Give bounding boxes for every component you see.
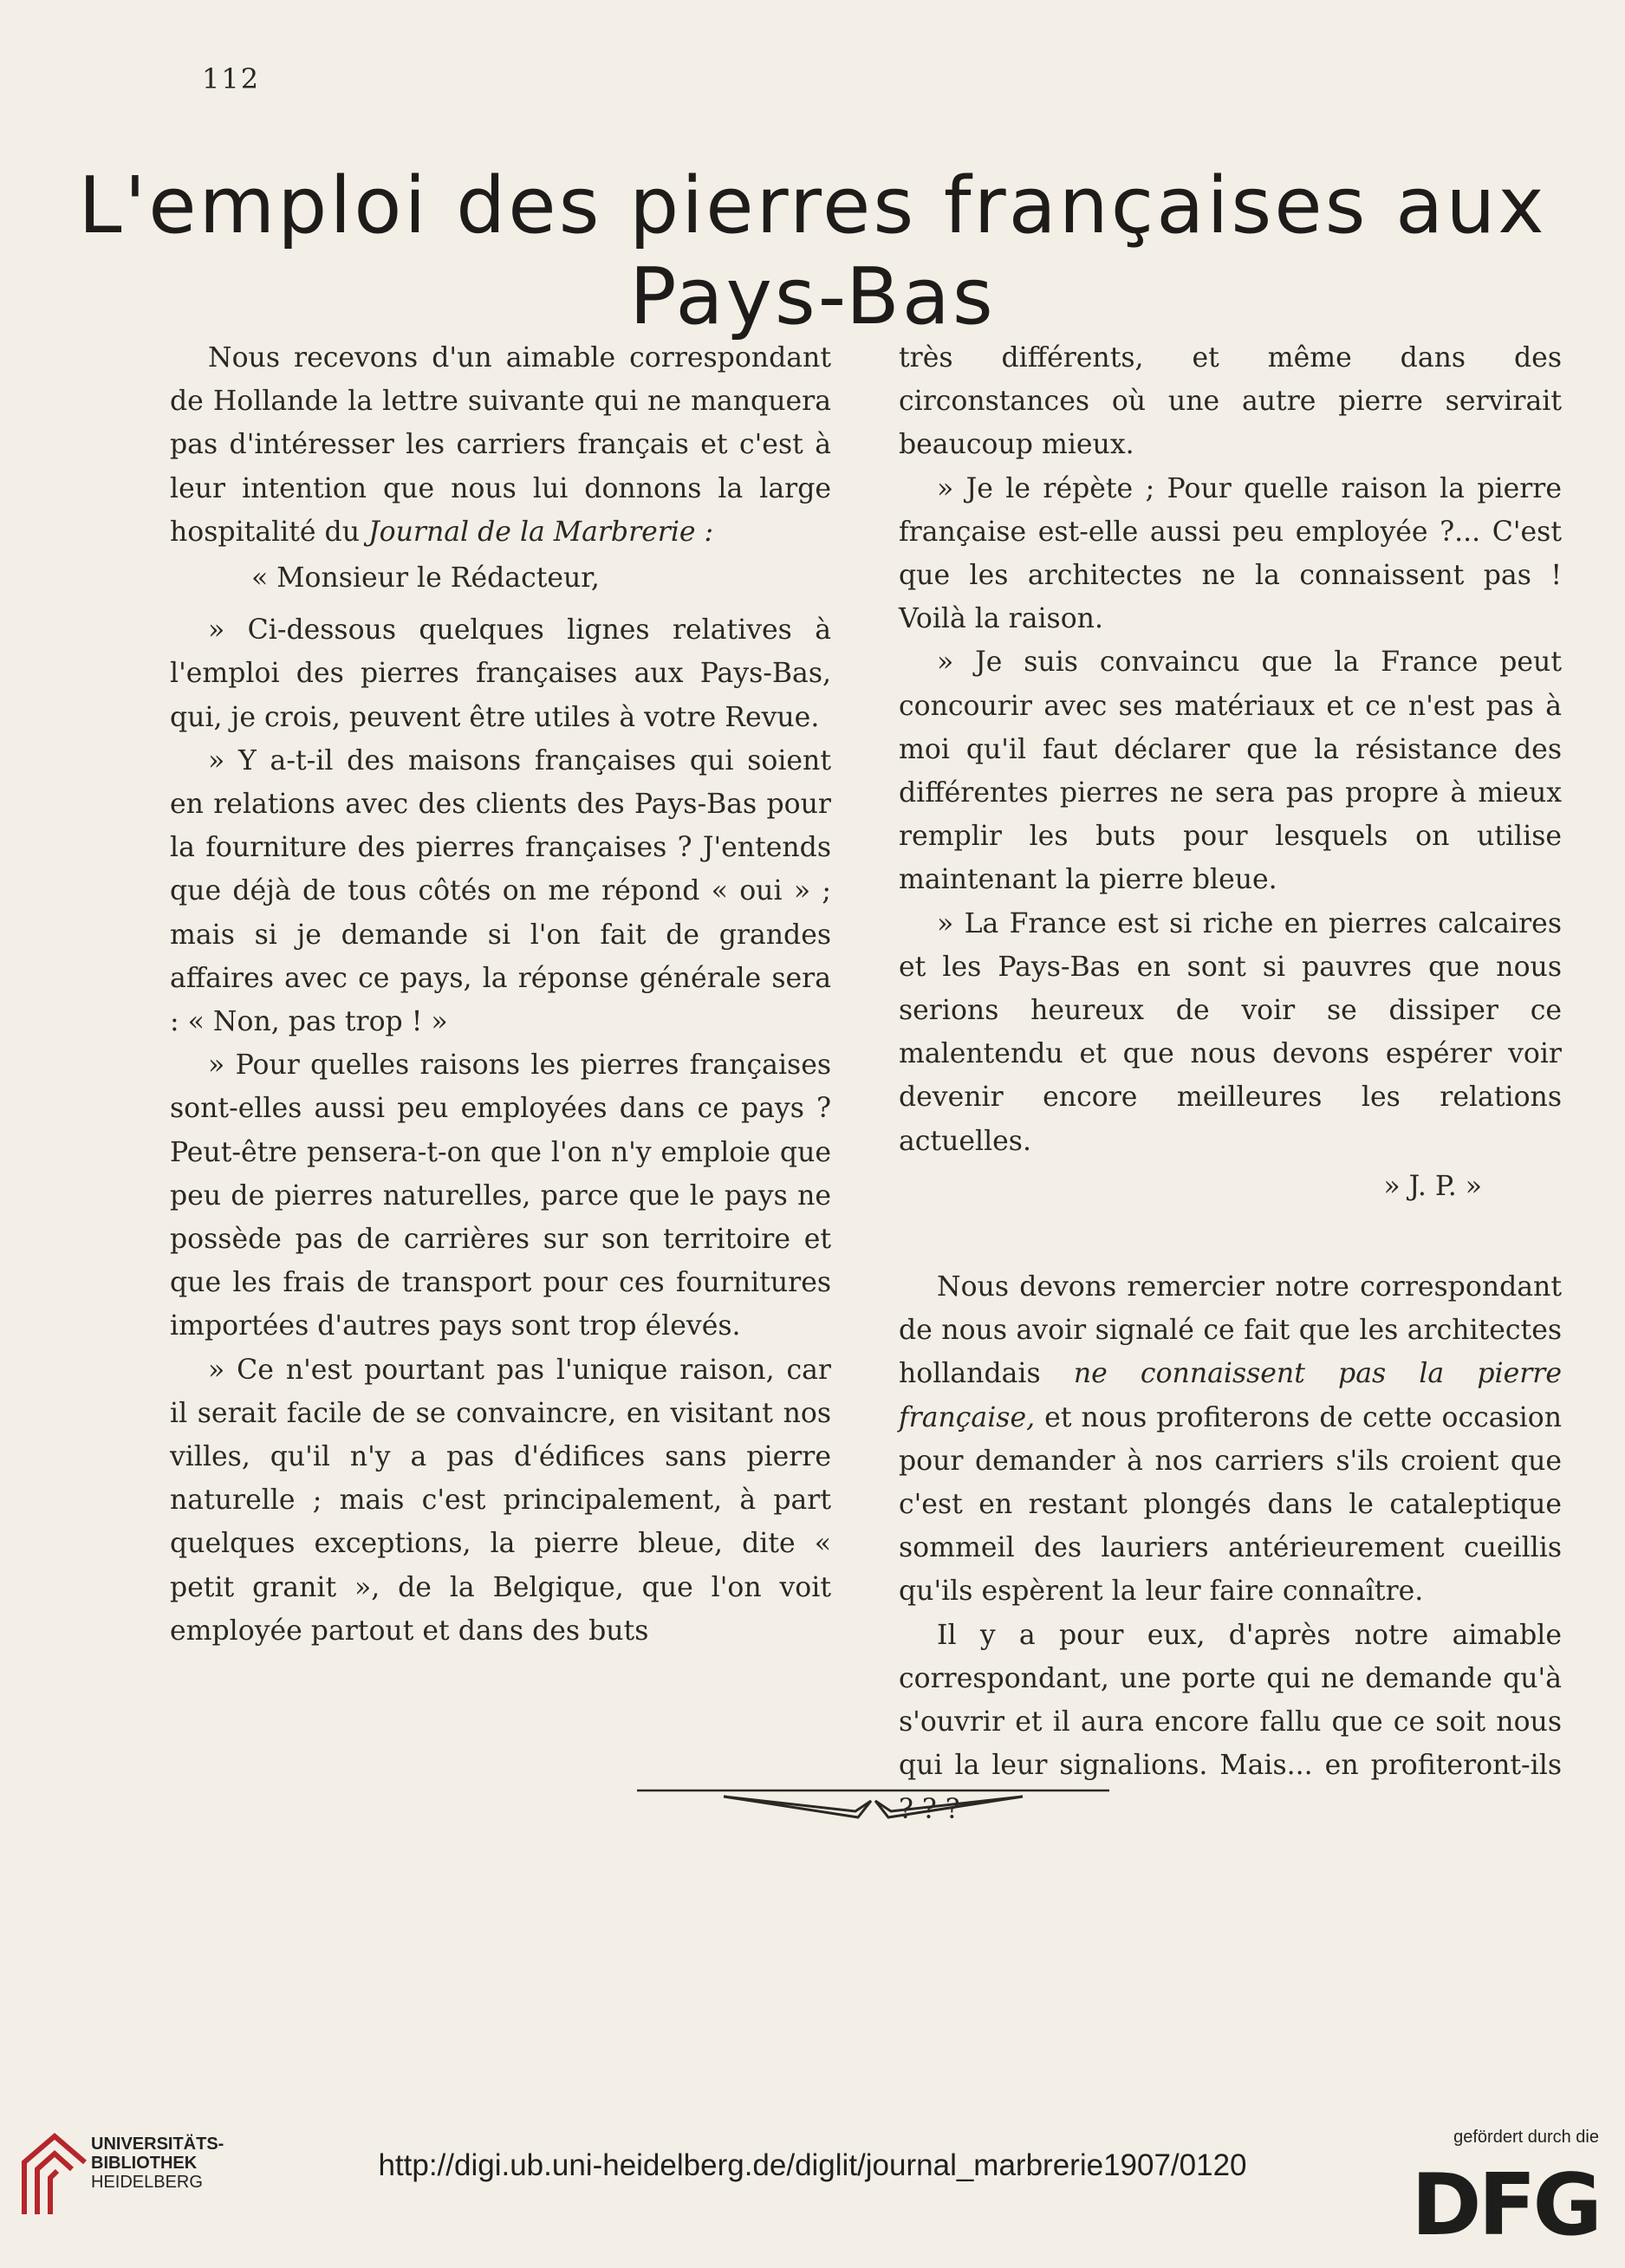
letter-paragraph: » Y a-t-il des maisons françaises qui soient en relations avec des clients des Pays-Bas pour la fourniture des pierres françaises ? J'entends que déjà de tous côtés on me répond « oui » ; mais si je demande si l'on fait de grandes affaires avec ce pays, la réponse générale sera : « Non, pas trop ! » <box>170 744 831 1038</box>
intro-paragraph <box>170 336 831 554</box>
letter-paragraph: » Ce n'est pourtant pas l'unique raison, car il serait facile de se convaincre, en visitant nos villes, qu'il n'y a pas d'édifices sans pierre naturelle ; mais c'est principalement, à part quelques exceptions, la pierre bleue, dite « petit granit », de la Belgique, que l'on voit employée partout et dans des buts <box>170 1354 831 1647</box>
letter-paragraph-continued: très différents, et même dans des circonstances où une autre pierre servirait beaucoup mieux. <box>899 342 1562 461</box>
source-url-link[interactable]: http://digi.ub.uni-heidelberg.de/diglit/journal_marbrerie1907/0120 <box>378 2148 1247 2182</box>
letter-paragraph: » Je le répète ; Pour quelle raison la pierre française est-elle aussi peu employée ?... C'est que les architectes ne la connaissent pas ! Voilà la raison. <box>899 472 1562 635</box>
letter-paragraph: » Ci-dessous quelques lignes relatives à l'emploi des pierres françaises aux Pays-Bas, qui, je crois, peuvent être utiles à votre Revue. <box>170 614 831 733</box>
intro-text: Nous recevons d'un aimable correspondant de Hollande la lettre suivante qui ne manquera pas d'intéresser les carriers français et c'est à leur intention que nous lui donnons la large hospitalité du <box>170 342 831 548</box>
emphasis-text: ne connaissent pas la pierre française, <box>899 1358 1562 1433</box>
left-column <box>170 336 831 1653</box>
letter-paragraph: » Je suis convaincu que la France peut concourir avec ses matériaux et ce n'est pas à moi qu'il faut déclarer que la résistance des différentes pierres ne sera pas propre à mieux remplir les buts pour lesquels on utilise maintenant la pierre bleue. <box>899 647 1562 896</box>
letter-paragraph: » La France est si riche en pierres calcaires et les Pays-Bas en sont si pauvres que nous serions heureux de voir se dissiper ce malentendu et que nous devons espérer voir devenir encore meilleures les relations actuelles. <box>899 907 1562 1157</box>
funding-label: gefördert durch die <box>1453 2128 1599 2147</box>
editorial-paragraph: Il y a pour eux, d'après notre aimable correspondant, une porte qui ne demande qu'à s'ouvrir et il aura encore fallu que ce soit nous qui la leur signalions. Mais... en profiteront-ils ? ? ? <box>899 1619 1562 1825</box>
journal-name: Journal de la Marbrerie : <box>368 516 714 548</box>
right-column <box>899 336 1562 1831</box>
end-ornament <box>637 1788 1109 1849</box>
university-library-name: UNIVERSITÄTS- BIBLIOTHEK HEIDELBERG <box>91 2135 224 2192</box>
letter-salutation: « Monsieur le Rédacteur, <box>251 562 600 595</box>
article-title: L'emploi des pierres françaises aux Pays-Bas <box>78 160 1547 342</box>
page-number: 112 <box>202 62 261 95</box>
letter-paragraph: » Pour quelles raisons les pierres françaises sont-elles aussi peu employées dans ce pays ? Peut-être pensera-t-on que l'on n'y emploie que peu de pierres naturelles, parce que le pays ne possède pas de carrières sur son territoire et que les frais de transport pour ces fournitures importées d'autres pays sont trop élevés. <box>170 1050 831 1342</box>
editorial-paragraph: Nous devons remercier notre correspondant de nous avoir signalé ce fait que les architectes hollandais ne connaissent pas la pierre française, et nous profiterons de cette occasion pour demander à nos carriers s'ils croient que c'est en restant plongés dans le cataleptique sommeil des lauriers antérieurement cueillis qu'ils espèrent la leur faire connaître. <box>899 1271 1563 1608</box>
letter-signature: » J. P. » <box>1383 1170 1482 1202</box>
dfg-logo: DFG <box>1411 2156 1599 2255</box>
